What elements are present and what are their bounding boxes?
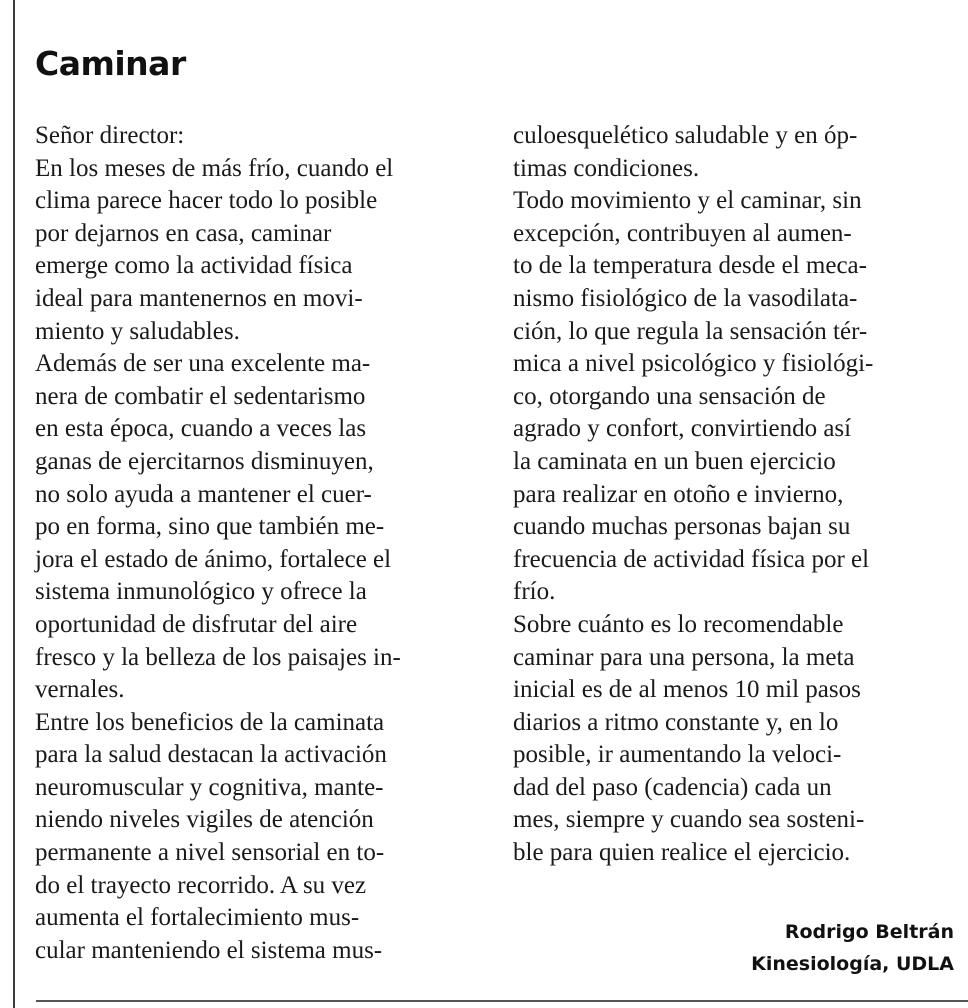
left-column-rule	[13, 0, 15, 1008]
text-line: dad del paso (cadencia) cada un	[513, 773, 832, 801]
text-line: agrado y confort, convirtiendo así	[513, 415, 852, 443]
text-line: timas condiciones.	[513, 154, 700, 182]
author-affiliation: Kinesiología, UDLA	[751, 953, 954, 975]
text-line: niendo niveles vigiles de atención	[35, 806, 374, 834]
text-line: caminar para una persona, la meta	[513, 643, 855, 671]
text-line: frío.	[513, 578, 556, 606]
text-line: po en forma, sino que también me-	[35, 513, 385, 541]
text-line: ble para quien realice el ejercicio.	[513, 839, 851, 867]
text-line: clima parece hacer todo lo posible	[35, 187, 378, 215]
text-line: posible, ir aumentando la veloci-	[513, 741, 842, 769]
text-line: sistema inmunológico y ofrece la	[35, 578, 367, 606]
text-line: inicial es de al menos 10 mil pasos	[513, 676, 861, 704]
text-line: excepción, contribuyen al aumen-	[513, 219, 852, 247]
text-line: to de la temperatura desde el meca-	[513, 252, 867, 280]
text-line: ganas de ejercitarnos disminuyen,	[35, 447, 374, 475]
text-line: para la salud destacan la activación	[35, 741, 387, 769]
text-line: en esta época, cuando a veces las	[35, 415, 367, 443]
text-line: culoesquelético saludable y en óp-	[513, 122, 858, 149]
signature-block	[751, 916, 954, 980]
text-line: diarios a ritmo constante y, en lo	[513, 708, 839, 736]
bottom-rule	[36, 1000, 968, 1002]
text-line: neuromuscular y cognitiva, mante-	[35, 773, 384, 801]
text-line: ideal para mantenernos en movi-	[35, 284, 363, 312]
text-line: oportunidad de disfrutar del aire	[35, 610, 358, 638]
text-line: aumenta el fortalecimiento mus-	[35, 904, 360, 932]
text-line: cuando muchas personas bajan su	[513, 513, 851, 541]
text-line: mes, siempre y cuando sea sosteni-	[513, 806, 865, 834]
text-line: do el trayecto recorrido. A su vez	[35, 871, 367, 899]
text-line: Todo movimiento y el caminar, sin	[513, 187, 862, 215]
text-line: permanente a nivel sensorial en to-	[35, 839, 385, 867]
text-line: cular manteniendo el sistema mus-	[35, 936, 383, 964]
text-line: por dejarnos en casa, caminar	[35, 219, 332, 247]
text-line: En los meses de más frío, cuando el	[35, 154, 394, 182]
text-line: emerge como la actividad física	[35, 252, 353, 280]
text-line: vernales.	[35, 676, 125, 704]
text-line: jora el estado de ánimo, fortalece el	[35, 545, 392, 573]
text-line: Además de ser una excelente ma-	[35, 350, 371, 378]
text-line: co, otorgando una sensación de	[513, 382, 826, 410]
article-title: Caminar	[35, 44, 186, 83]
text-line: nismo fisiológico de la vasodilata-	[513, 284, 858, 312]
text-line: mica a nivel psicológico y fisiológi-	[513, 350, 874, 378]
author-name: Rodrigo Beltrán	[784, 921, 954, 943]
text-line: Señor director:	[35, 122, 185, 149]
text-line: ción, lo que regula la sensación tér-	[513, 317, 868, 345]
left-text-column	[35, 120, 485, 967]
text-line: Sobre cuánto es lo recomendable	[513, 610, 844, 638]
text-line: para realizar en otoño e invierno,	[513, 480, 844, 508]
right-text-column	[513, 120, 963, 870]
text-line: no solo ayuda a mantener el cuer-	[35, 480, 372, 508]
text-line: Entre los beneficios de la caminata	[35, 708, 385, 736]
text-line: frecuencia de actividad física por el	[513, 545, 870, 573]
text-line: fresco y la belleza de los paisajes in-	[35, 643, 401, 671]
text-line: nera de combatir el sedentarismo	[35, 382, 366, 410]
text-line: miento y saludables.	[35, 317, 240, 345]
text-line: la caminata en un buen ejercicio	[513, 447, 836, 475]
